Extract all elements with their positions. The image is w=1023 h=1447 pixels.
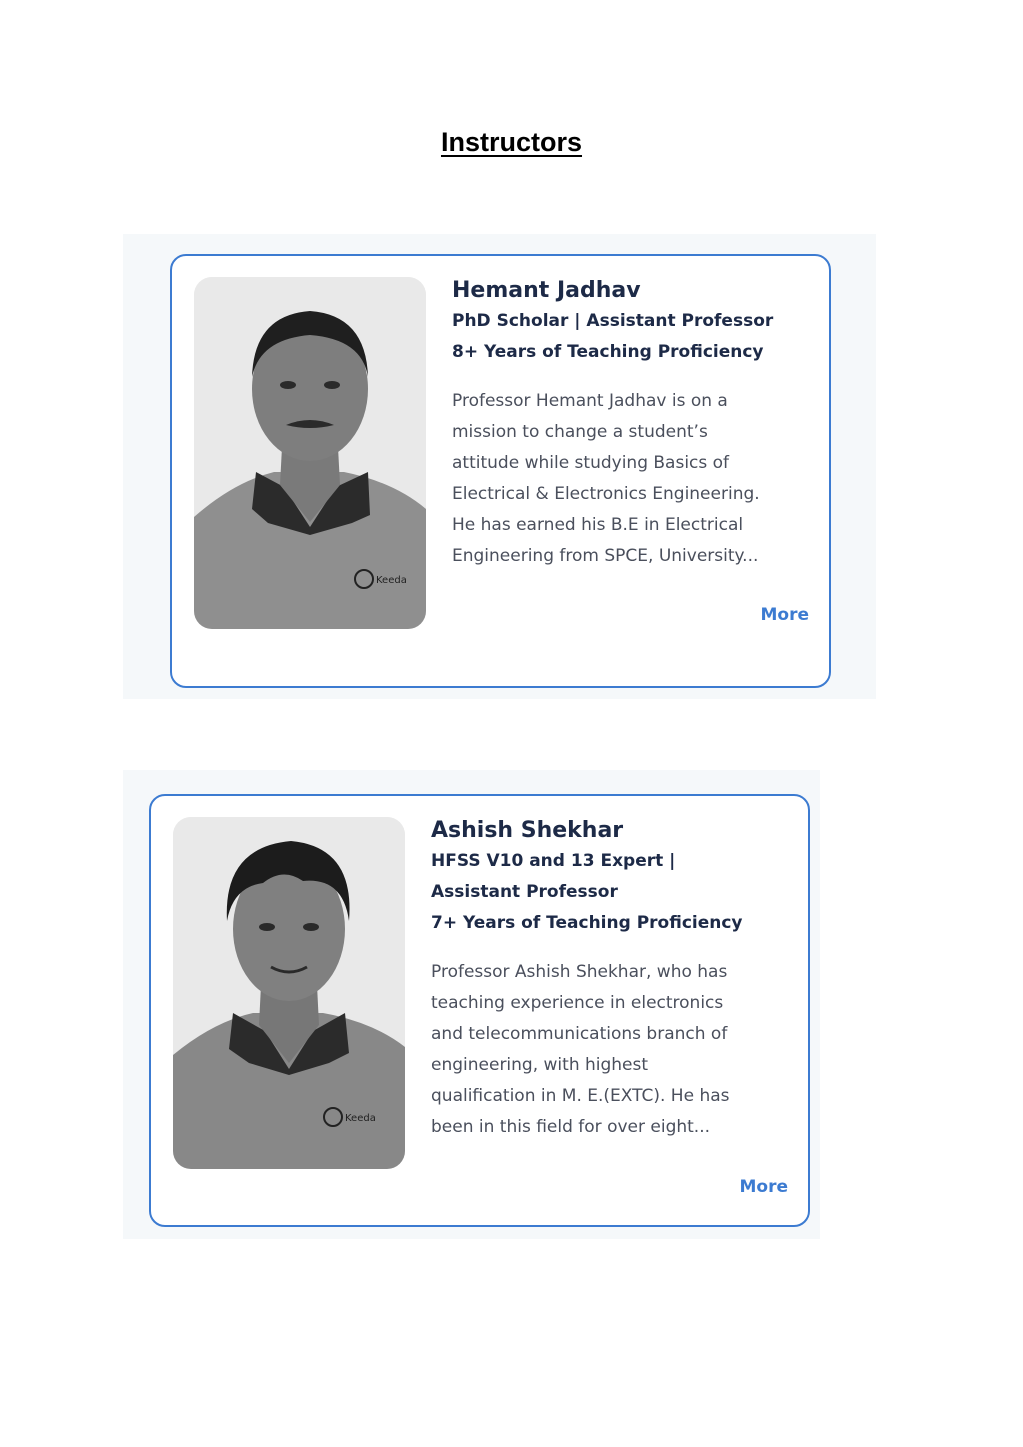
page-title: Instructors	[440, 127, 583, 157]
bio-line: Electrical & Electronics Engineering.	[452, 484, 760, 504]
instructor-photo-image	[194, 277, 426, 629]
instructor-name: Hemant Jadhav	[452, 278, 641, 303]
instructor-title: PhD Scholar | Assistant Professor	[452, 311, 774, 331]
instructor-name: Ashish Shekhar	[431, 818, 624, 843]
instructor-card	[149, 794, 810, 1227]
instructor-experience: 8+ Years of Teaching Proficiency	[452, 342, 764, 362]
more-link[interactable]: More	[739, 1177, 788, 1197]
instructor-title: Assistant Professor	[431, 882, 618, 902]
bio-line: Professor Hemant Jadhav is on a	[452, 391, 728, 411]
instructor-title: HFSS V10 and 13 Expert |	[431, 851, 676, 871]
bio-line: and telecommunications branch of	[431, 1024, 728, 1044]
instructor-info	[431, 816, 801, 1143]
bio-line: teaching experience in electronics	[431, 993, 724, 1013]
instructor-photo-image	[173, 817, 405, 1169]
bio-line: Professor Ashish Shekhar, who has	[431, 962, 728, 982]
bio-line: mission to change a student’s	[452, 422, 708, 442]
instructor-bio	[452, 386, 822, 572]
ekeeda-logo: Keeda	[345, 1113, 376, 1124]
ekeeda-logo: Keeda	[376, 575, 407, 586]
instructor-panel	[123, 234, 876, 699]
more-link[interactable]: More	[760, 605, 809, 625]
instructor-panel	[123, 770, 820, 1239]
instructor-bio	[431, 957, 801, 1143]
instructor-info	[452, 276, 822, 572]
bio-line: attitude while studying Basics of	[452, 453, 730, 473]
instructor-photo	[194, 277, 426, 629]
instructor-experience: 7+ Years of Teaching Proficiency	[431, 913, 743, 933]
instructor-photo	[173, 817, 405, 1169]
bio-line: engineering, with highest	[431, 1055, 649, 1075]
bio-line: He has earned his B.E in Electrical	[452, 515, 744, 535]
instructor-card	[170, 254, 831, 688]
bio-line: qualification in M. E.(EXTC). He has	[431, 1086, 730, 1106]
bio-line: been in this field for over eight...	[431, 1117, 711, 1137]
bio-line: Engineering from SPCE, University...	[452, 546, 759, 566]
